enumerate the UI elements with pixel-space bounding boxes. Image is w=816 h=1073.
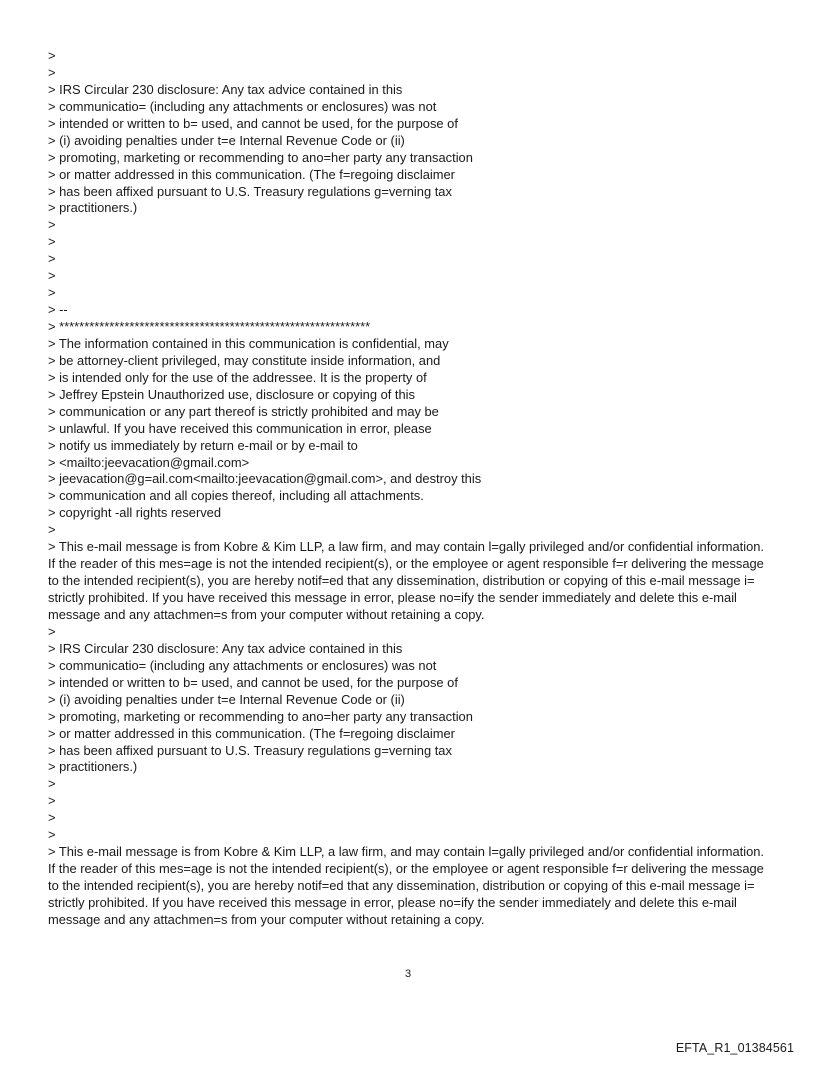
quoted-line: > IRS Circular 230 disclosure: Any tax advice contained in this (48, 640, 403, 656)
quoted-line: > be attorney-client privileged, may constitute inside information, and (48, 352, 441, 368)
quoted-paragraph: > This e-mail message is from Kobre & Kim LLP, a law firm, and may contain l=gally privileged and/or confidential information. If the reader of this mes=age is not the intended recipient(s), or the employee or agent responsible f=r delivering the message to the intended recipient(s), you are hereby notif=ed that any dissemination, distribution or copying of this e-mail message i= strictly prohibited. If you have received this message in error, please no=ify the sender immediately and delete this e-mail message and any attachmen=s from your computer without retaining a copy. (48, 844, 765, 927)
quoted-line: > <mailto:jeevacation@gmail.com> (48, 454, 250, 470)
quoted-line: > promoting, marketing or recommending to ano=her party any transaction (48, 149, 473, 165)
quoted-line: > (48, 251, 56, 267)
quoted-line: > intended or written to b= used, and cannot be used, for the purpose of (48, 115, 458, 131)
quoted-line: > -- (48, 302, 68, 318)
quoted-line: > copyright -all rights reserved (48, 505, 222, 521)
quoted-line: > Jeffrey Epstein Unauthorized use, disclosure or copying of this (48, 386, 415, 402)
quoted-line: > is intended only for the use of the addressee. It is the property of (48, 369, 427, 385)
document-id: EFTA_R1_01384561 (675, 1041, 794, 1055)
quoted-line: > practitioners.) (48, 759, 138, 775)
quoted-line: > promoting, marketing or recommending to ano=her party any transaction (48, 708, 473, 724)
quoted-line: > (48, 793, 56, 809)
quoted-line: > communication and all copies thereof, including all attachments. (48, 488, 424, 504)
quoted-line: > (48, 522, 56, 538)
page-number: 3 (404, 968, 412, 980)
quoted-paragraph: > This e-mail message is from Kobre & Kim LLP, a law firm, and may contain l=gally privileged and/or confidential information. If the reader of this mes=age is not the intended recipient(s), or the employee or agent responsible f=r delivering the message to the intended recipient(s), you are hereby notif=ed that any dissemination, distribution or copying of this e-mail message i= strictly prohibited. If you have received this message in error, please no=ify the sender immediately and delete this e-mail message and any attachmen=s from your computer without retaining a copy. (48, 539, 765, 622)
quoted-line: > communicatio= (including any attachments or enclosures) was not (48, 98, 437, 114)
quoted-line: > (48, 827, 56, 843)
quoted-line: > The information contained in this communication is confidential, may (48, 335, 449, 351)
quoted-line: > notify us immediately by return e-mail or by e-mail to (48, 437, 358, 453)
quoted-line: > practitioners.) (48, 200, 138, 216)
quoted-line: > (48, 623, 56, 639)
quoted-line: > or matter addressed in this communication. (The f=regoing disclaimer (48, 725, 455, 741)
quoted-line: > has been affixed pursuant to U.S. Treasury regulations g=verning tax (48, 742, 452, 758)
quoted-line: > intended or written to b= used, and cannot be used, for the purpose of (48, 674, 458, 690)
quoted-line: > has been affixed pursuant to U.S. Treasury regulations g=verning tax (48, 183, 452, 199)
quoted-line: > (48, 268, 56, 284)
quoted-line: > jeevacation@g=ail.com<mailto:jeevacation@gmail.com>, and destroy this (48, 471, 482, 487)
quoted-line: > (48, 810, 56, 826)
quoted-line: > IRS Circular 230 disclosure: Any tax advice contained in this (48, 81, 403, 97)
quoted-line: > (48, 48, 56, 63)
quoted-line: > (48, 217, 56, 233)
quoted-line: > (48, 776, 56, 792)
quoted-line: > (i) avoiding penalties under t=e Internal Revenue Code or (ii) (48, 132, 405, 148)
quoted-line: > (48, 234, 56, 250)
quoted-line: > (i) avoiding penalties under t=e Internal Revenue Code or (ii) (48, 691, 405, 707)
quoted-line: > or matter addressed in this communication. (The f=regoing disclaimer (48, 166, 455, 182)
quoted-line: > ************************************************************** (48, 319, 371, 334)
quoted-line: > unlawful. If you have received this communication in error, please (48, 420, 432, 436)
quoted-line: > communicatio= (including any attachments or enclosures) was not (48, 657, 437, 673)
quoted-line: > (48, 64, 56, 80)
quoted-line: > communication or any part thereof is strictly prohibited and may be (48, 403, 439, 419)
quoted-line: > (48, 285, 56, 301)
email-body (48, 48, 772, 929)
